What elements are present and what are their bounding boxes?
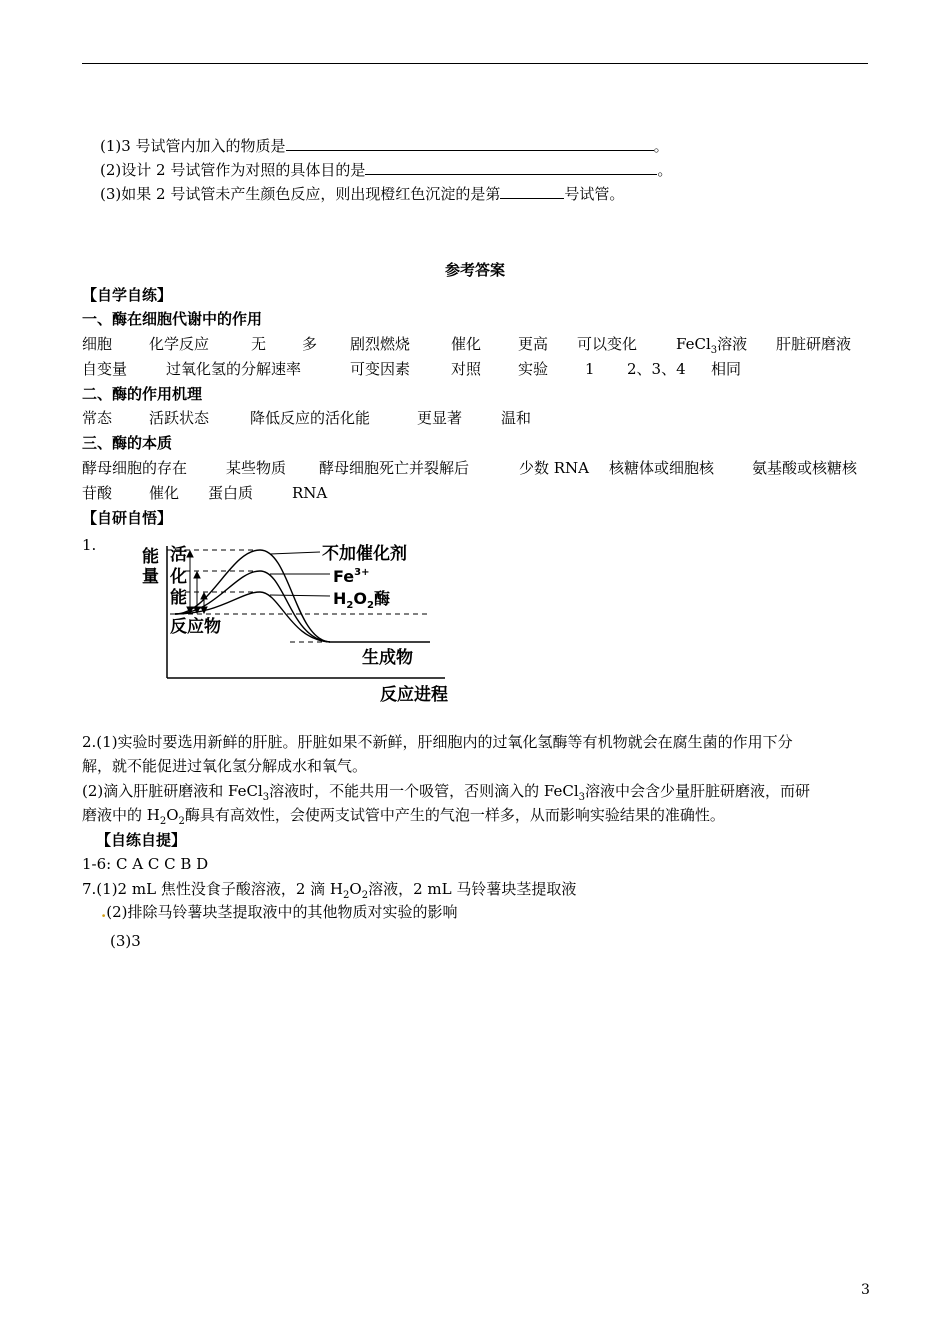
x-axis-label: 反应进程 (380, 685, 448, 705)
activation-char-1: 活 (170, 545, 187, 565)
fe-superscript: 3+ (354, 567, 370, 578)
section-1-row-1 (0, 334, 950, 354)
item-1-number: 1. (82, 536, 97, 554)
answer-blank-1 (286, 136, 654, 151)
section-2-row (0, 408, 950, 428)
answer-item: 过氧化氢的分解速率 (166, 360, 302, 378)
answer-item: 核糖体或细胞核 (609, 459, 715, 477)
self-study-heading: 【自学自练】 (82, 286, 173, 304)
answer-item: 可以变化 (577, 335, 638, 353)
section-1-row-2 (0, 359, 950, 379)
answer-blank-2 (365, 160, 657, 175)
item-2-line-2: 解，就不能促进过氧化氢分解成水和氧气。 (82, 757, 368, 775)
answer-7-1-subscript-1: 2 (343, 890, 350, 901)
line-3-part-c: 溶液中会含少量肝脏研磨液，而研 (585, 782, 811, 800)
answer-item: 氨基酸或核糖核 (752, 459, 858, 477)
h-text: H (333, 589, 347, 608)
answer-item: 2、3、4 (627, 360, 686, 378)
answer-item: 无 (251, 335, 267, 353)
answer-item: 更显著 (417, 409, 463, 427)
answer-item: 对照 (451, 360, 482, 378)
answer-item: 苷酸 (82, 484, 113, 502)
answer-item: 某些物质 (226, 459, 287, 477)
answer-item: 化学反应 (149, 335, 210, 353)
answer-title: 参考答案 (444, 261, 505, 279)
enzyme-text: 酶 (373, 589, 390, 608)
ylabel-char-1: 能 (142, 547, 159, 567)
answer-item: 实验 (518, 360, 549, 378)
item-2-line-1: 2.(1)实验时要选用新鲜的肝脏。肝脏如果不新鲜，肝细胞内的过氧化氢酶等有机物就会在腐生菌的作用下分 (82, 733, 793, 751)
line-4-subscript-1: 2 (159, 816, 167, 827)
answer-item: 剧烈燃烧 (350, 335, 411, 353)
answer-item: 肝脏研磨液 (776, 335, 852, 353)
answer-item: 活跃状态 (149, 409, 210, 427)
answer-blank-3 (500, 184, 564, 199)
question-3-text: (3)如果 2 号试管未产生颜色反应，则出现橙红色沉淀的是第 (100, 185, 501, 203)
answer-item: 温和 (501, 409, 532, 427)
activation-arrows (187, 551, 207, 613)
answers-1-6: 1-6: C A C C B D (82, 855, 209, 873)
answer-item: 常态 (82, 409, 113, 427)
question-2-suffix: 。 (657, 161, 673, 179)
line-4-part-a: 磨液中的 H (82, 806, 160, 824)
enzyme-label (333, 589, 390, 611)
answer-7-2 (101, 902, 457, 922)
h-subscript: 2 (346, 600, 354, 611)
line-4-part-c: 酶具有高效性，会使两支试管中产生的气泡一样多，从而影响实验结果的准确性。 (184, 806, 725, 824)
reactant-label: 反应物 (170, 617, 221, 637)
answer-item: RNA (292, 484, 328, 502)
solution-text: 溶液 (717, 335, 748, 353)
question-1-text: (1)3 号试管内加入的物质是 (100, 137, 286, 155)
answer-7-3: (3)3 (110, 932, 141, 950)
answer-item: 自变量 (82, 360, 128, 378)
section-3-row-1 (0, 458, 950, 478)
question-2-text: (2)设计 2 号试管作为对照的具体目的是 (100, 161, 366, 179)
line-4-part-b: O (166, 806, 179, 824)
line-4-subscript-2: 2 (178, 816, 185, 827)
fecl-text: FeCl (676, 335, 711, 353)
item-2-line-4 (82, 805, 725, 832)
activation-char-2: 化 (170, 567, 187, 587)
answer-item: 酵母细胞死亡并裂解后 (319, 459, 470, 477)
answer-item-fecl3 (676, 334, 747, 361)
answer-item: 蛋白质 (208, 484, 254, 502)
answer-item: 酵母细胞的存在 (82, 459, 188, 477)
no-catalyst-label: 不加催化剂 (322, 544, 407, 564)
answer-item: 细胞 (82, 335, 113, 353)
answer-item: 降低反应的活化能 (250, 409, 371, 427)
activation-char-3: 能 (170, 588, 187, 608)
fecl-subscript: 3 (710, 345, 718, 356)
answer-item: 1 (585, 360, 595, 378)
line-3-part-a: (2)滴入肝脏研磨液和 FeCl (82, 782, 263, 800)
answer-7-1-part-b: O (349, 880, 362, 898)
anchor-dot: . (101, 903, 107, 921)
answer-item: 相同 (711, 360, 742, 378)
question-3 (100, 184, 624, 204)
line-3-part-b: 溶液时，不能共用一个吸管，否则滴入的 FeCl (269, 782, 579, 800)
line-3-subscript-2: 3 (578, 792, 586, 803)
answer-item: 多 (302, 335, 318, 353)
o-text: O (353, 589, 367, 608)
section-3-row-2 (0, 483, 950, 503)
section-2-title: 二、酶的作用机理 (82, 385, 203, 403)
answer-item: 少数 RNA (519, 459, 590, 477)
section-1-title: 一、酶在细胞代谢中的作用 (82, 310, 263, 328)
answer-item: 催化 (149, 484, 180, 502)
question-3-suffix: 号试管。 (564, 185, 625, 203)
activation-energy-diagram (130, 540, 460, 705)
section-3-title: 三、酶的本质 (82, 434, 173, 452)
answer-item: 催化 (451, 335, 482, 353)
item-2-line-3 (82, 781, 810, 808)
page-number: 3 (861, 1282, 870, 1298)
ylabel-char-2: 量 (142, 567, 159, 587)
answer-7-2-text: (2)排除马铃薯块茎提取液中的其他物质对实验的影响 (106, 903, 458, 921)
question-1 (100, 136, 669, 156)
line-3-subscript: 3 (262, 792, 270, 803)
fe3-label (333, 567, 369, 586)
question-2 (100, 160, 672, 180)
answer-7-1-part-c: 溶液，2 mL 马铃薯块茎提取液 (368, 880, 577, 898)
fe-text: Fe (333, 567, 355, 586)
answer-7-1-part-a: 7.(1)2 mL 焦性没食子酸溶液，2 滴 H (82, 880, 343, 898)
header-rule (82, 63, 868, 64)
answer-7-1-subscript-2: 2 (361, 890, 369, 901)
answer-item: 可变因素 (350, 360, 411, 378)
answer-item: 更高 (518, 335, 549, 353)
leader-line-3 (270, 595, 330, 596)
product-label: 生成物 (362, 648, 413, 668)
question-1-suffix: 。 (653, 137, 669, 155)
self-practice-heading: 【自练自提】 (96, 831, 187, 849)
leader-line-1 (270, 552, 320, 554)
self-research-heading: 【自研自悟】 (82, 509, 173, 527)
o-subscript: 2 (366, 600, 374, 611)
